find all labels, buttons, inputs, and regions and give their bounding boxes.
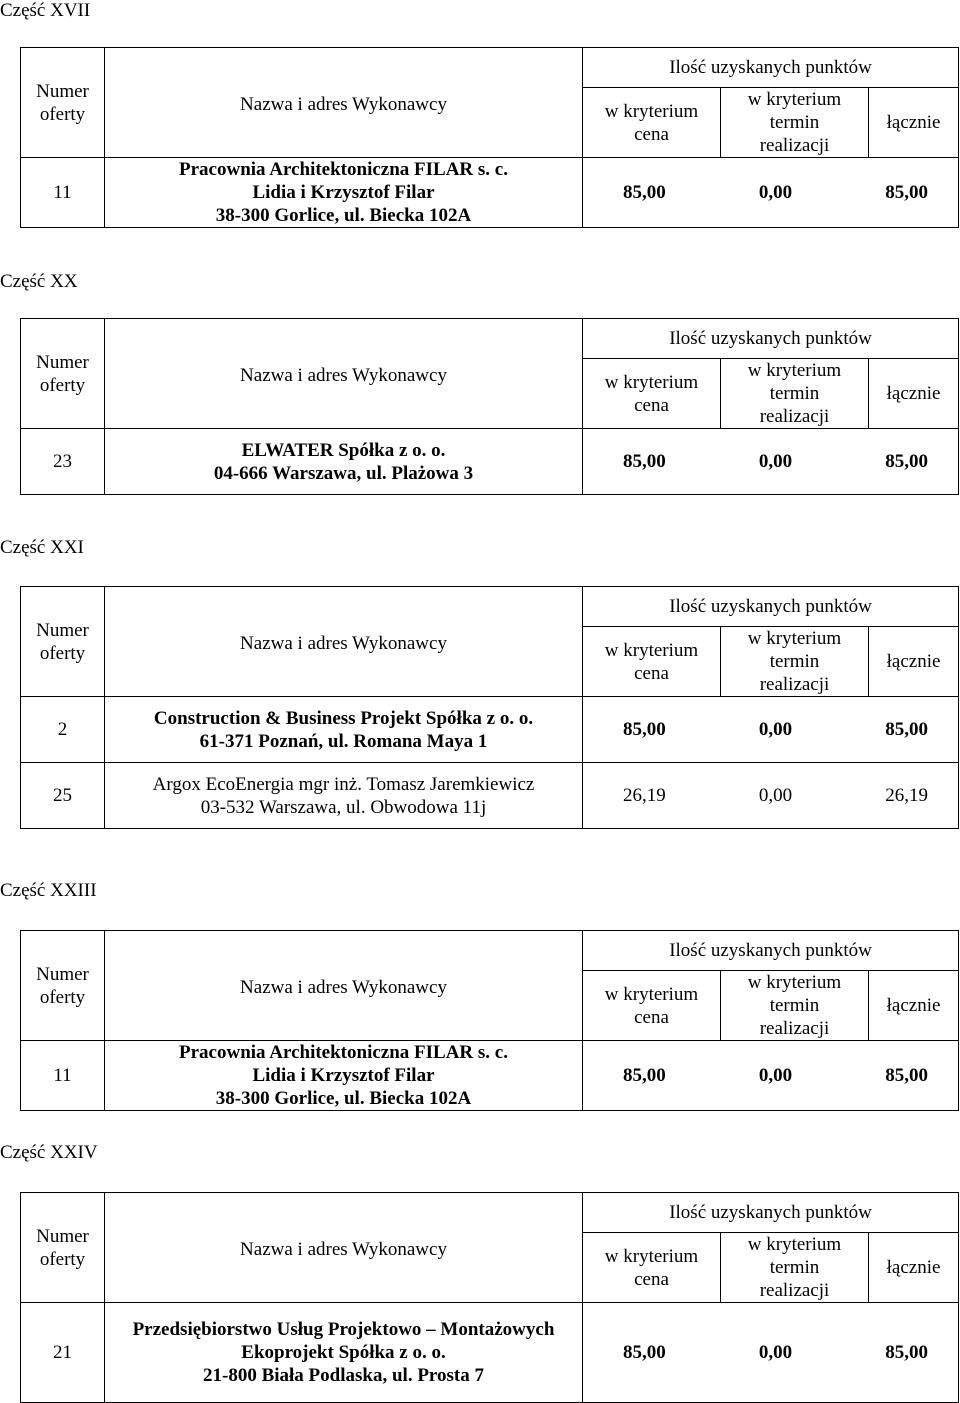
header-ilosc-punktow: Ilość uzyskanych punktów: [583, 319, 959, 359]
cell-numer: 23: [21, 429, 105, 495]
header-text: oferty: [39, 986, 86, 1008]
value-cena: 85,00: [623, 1065, 666, 1086]
header-lacznie: łącznie: [869, 359, 959, 429]
value-termin: 0,00: [758, 1065, 793, 1086]
results-table: [20, 930, 959, 1111]
wykonawca-line: 61-371 Poznań, ul. Romana Maya 1: [199, 730, 488, 752]
header-text: Numer: [36, 1225, 89, 1247]
header-text: cena: [634, 1268, 669, 1290]
header-text: realizacji: [759, 1280, 830, 1301]
header-ilosc-punktow: Ilość uzyskanych punktów: [583, 1193, 959, 1233]
header-text: oferty: [39, 374, 86, 396]
header-text: realizacji: [759, 406, 830, 427]
header-text: Numer: [36, 619, 89, 641]
wykonawca-line: ELWATER Spółka z o. o.: [241, 439, 446, 461]
punkty-values: [583, 784, 958, 807]
header-row: [21, 931, 959, 971]
header-numer-oferty: [21, 587, 105, 697]
cell-numer: 21: [21, 1303, 105, 1403]
section-title: Część XXI: [0, 537, 84, 558]
header-text: Numer: [36, 80, 89, 102]
results-table: [20, 1192, 959, 1403]
header-kryterium-termin: [721, 627, 869, 697]
header-text: w kryterium: [604, 371, 699, 393]
header-text: w kryterium: [604, 983, 699, 1005]
header-numer-oferty: [21, 931, 105, 1041]
header-text: termin: [769, 383, 820, 404]
wykonawca-line: Przedsiębiorstwo Usług Projektowo – Montażowych: [132, 1319, 555, 1340]
cell-punkty: [583, 429, 959, 495]
header-text: w kryterium: [747, 1234, 842, 1255]
value-termin: 0,00: [758, 719, 793, 740]
wykonawca-line: 03-532 Warszawa, ul. Obwodowa 11j: [200, 796, 487, 818]
header-ilosc-punktow: Ilość uzyskanych punktów: [583, 48, 959, 88]
header-nazwa-wykonawcy: Nazwa i adres Wykonawcy: [105, 319, 583, 429]
header-numer-oferty: [21, 1193, 105, 1303]
header-text: termin: [769, 651, 820, 672]
header-text: oferty: [39, 103, 86, 125]
header-numer-oferty: [21, 48, 105, 158]
cell-numer: 11: [21, 1041, 105, 1111]
header-row: [21, 319, 959, 359]
value-cena: 26,19: [623, 785, 666, 806]
header-nazwa-wykonawcy: Nazwa i adres Wykonawcy: [105, 48, 583, 158]
cell-numer: 25: [21, 763, 105, 829]
table-row: [21, 763, 959, 829]
wykonawca-line: 21-800 Biała Podlaska, ul. Prosta 7: [203, 1365, 484, 1386]
value-termin: 0,00: [758, 785, 793, 806]
section-title: Część XXIV: [0, 1142, 98, 1163]
value-cena: 85,00: [623, 1342, 666, 1363]
results-table: [20, 586, 959, 829]
table-row: [21, 429, 959, 495]
value-lacznie: 85,00: [885, 182, 928, 203]
punkty-values: [583, 450, 958, 473]
header-text: cena: [634, 394, 669, 416]
header-text: w kryterium: [747, 628, 842, 649]
header-text: w kryterium: [604, 639, 699, 661]
wykonawca-line: 38-300 Gorlice, ul. Biecka 102A: [215, 205, 472, 226]
section-title: Część XXIII: [0, 880, 97, 901]
value-cena: 85,00: [623, 451, 666, 472]
header-text: termin: [769, 995, 820, 1016]
header-ilosc-punktow: Ilość uzyskanych punktów: [583, 931, 959, 971]
cell-punkty: [583, 697, 959, 763]
results-table: [20, 318, 959, 495]
header-nazwa-wykonawcy: Nazwa i adres Wykonawcy: [105, 931, 583, 1041]
value-lacznie: 85,00: [885, 451, 928, 472]
value-termin: 0,00: [758, 1342, 793, 1363]
cell-punkty: [583, 158, 959, 228]
header-text: w kryterium: [747, 972, 842, 993]
header-nazwa-wykonawcy: Nazwa i adres Wykonawcy: [105, 587, 583, 697]
value-termin: 0,00: [758, 182, 793, 203]
value-lacznie: 26,19: [885, 785, 928, 806]
cell-wykonawca: [105, 429, 583, 495]
cell-wykonawca: [105, 1303, 583, 1403]
header-nazwa-wykonawcy: Nazwa i adres Wykonawcy: [105, 1193, 583, 1303]
value-termin: 0,00: [758, 451, 793, 472]
header-kryterium-termin: [721, 88, 869, 158]
cell-wykonawca: [105, 1041, 583, 1111]
wykonawca-line: Ekoprojekt Spółka z o. o.: [241, 1342, 446, 1363]
header-text: Numer: [36, 351, 89, 373]
header-lacznie: łącznie: [869, 627, 959, 697]
wykonawca-line: 38-300 Gorlice, ul. Biecka 102A: [215, 1088, 472, 1109]
cell-numer: 11: [21, 158, 105, 228]
table-row: [21, 1041, 959, 1111]
header-numer-oferty: [21, 319, 105, 429]
header-kryterium-termin: [721, 1233, 869, 1303]
cell-punkty: [583, 1041, 959, 1111]
header-text: w kryterium: [604, 100, 699, 122]
header-text: cena: [634, 1006, 669, 1028]
header-kryterium-cena: [583, 627, 721, 697]
punkty-values: [583, 1341, 958, 1364]
wykonawca-line: Construction & Business Projekt Spółka z o. o.: [153, 707, 534, 729]
punkty-values: [583, 1064, 958, 1087]
cell-wykonawca: [105, 697, 583, 763]
header-text: w kryterium: [747, 360, 842, 381]
wykonawca-line: Argox EcoEnergia mgr inż. Tomasz Jaremkiewicz: [152, 773, 535, 795]
value-cena: 85,00: [623, 719, 666, 740]
value-lacznie: 85,00: [885, 719, 928, 740]
header-row: [21, 587, 959, 627]
header-text: termin: [769, 112, 820, 133]
punkty-values: [583, 718, 958, 741]
cell-wykonawca: [105, 763, 583, 829]
results-table: [20, 47, 959, 228]
header-text: w kryterium: [604, 1245, 699, 1267]
header-kryterium-termin: [721, 971, 869, 1041]
punkty-values: [583, 181, 958, 204]
value-cena: 85,00: [623, 182, 666, 203]
wykonawca-line: 04-666 Warszawa, ul. Plażowa 3: [213, 462, 474, 484]
cell-punkty: [583, 763, 959, 829]
cell-punkty: [583, 1303, 959, 1403]
header-kryterium-cena: [583, 88, 721, 158]
header-text: realizacji: [759, 135, 830, 156]
wykonawca-line: Lidia i Krzysztof Filar: [252, 1065, 435, 1086]
wykonawca-line: Pracownia Architektoniczna FILAR s. c.: [179, 159, 508, 180]
header-kryterium-cena: [583, 1233, 721, 1303]
header-kryterium-cena: [583, 971, 721, 1041]
table-row: [21, 158, 959, 228]
header-row: [21, 48, 959, 88]
header-ilosc-punktow: Ilość uzyskanych punktów: [583, 587, 959, 627]
wykonawca-line: Pracownia Architektoniczna FILAR s. c.: [179, 1042, 508, 1063]
header-text: oferty: [39, 1248, 86, 1270]
value-lacznie: 85,00: [885, 1065, 928, 1086]
header-kryterium-cena: [583, 359, 721, 429]
header-lacznie: łącznie: [869, 971, 959, 1041]
wykonawca-line: Lidia i Krzysztof Filar: [252, 182, 435, 203]
cell-numer: 2: [21, 697, 105, 763]
header-text: Numer: [36, 963, 89, 985]
header-kryterium-termin: [721, 359, 869, 429]
header-lacznie: łącznie: [869, 88, 959, 158]
cell-wykonawca: [105, 158, 583, 228]
table-row: [21, 697, 959, 763]
header-text: oferty: [39, 642, 86, 664]
header-text: cena: [634, 123, 669, 145]
value-lacznie: 85,00: [885, 1342, 928, 1363]
header-lacznie: łącznie: [869, 1233, 959, 1303]
header-row: [21, 1193, 959, 1233]
section-title: Część XX: [0, 271, 78, 292]
header-text: cena: [634, 662, 669, 684]
header-text: termin: [769, 1257, 820, 1278]
header-text: w kryterium: [747, 89, 842, 110]
table-row: [21, 1303, 959, 1403]
section-title: Część XVII: [0, 0, 91, 21]
header-text: realizacji: [759, 674, 830, 695]
header-text: realizacji: [759, 1018, 830, 1039]
